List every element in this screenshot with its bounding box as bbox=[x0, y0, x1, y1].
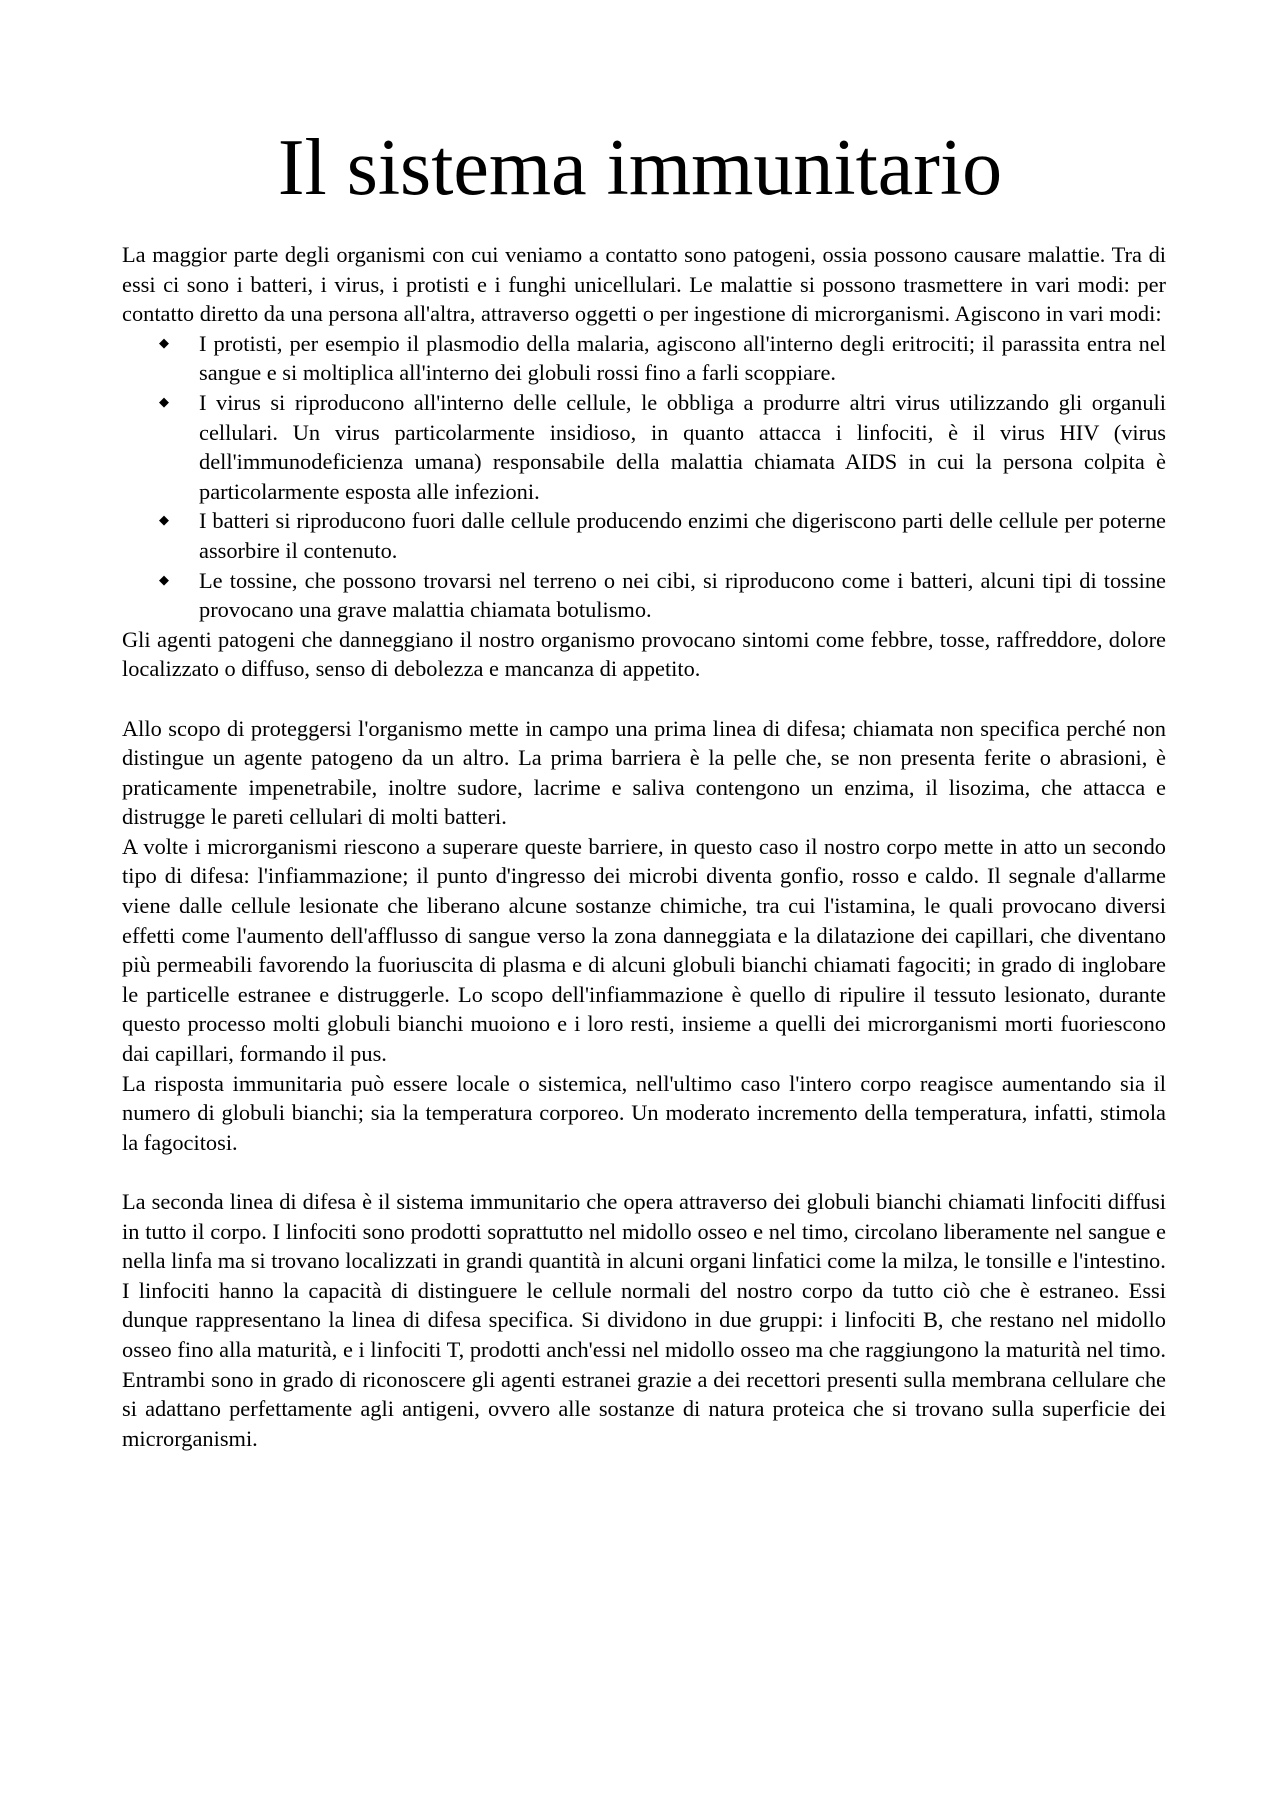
immune-response-paragraph: La risposta immunitaria può essere locale o sistemica, nell'ultimo caso l'intero corpo reagisce aumentando sia il numero di globuli bianchi; sia la temperatura corporeo. Un moderato incremento della temperatura, infatti, stimola la fagocitosi. bbox=[122, 1070, 1166, 1155]
list-item: ◆ I batteri si riproducono fuori dalle cellule producendo enzimi che digeriscono parti delle cellule per poterne assorbire il contenuto. bbox=[199, 506, 1166, 565]
symptoms-paragraph: Gli agenti patogeni che danneggiano il nostro organismo provocano sintomi come febbre, tosse, raffreddore, dolore localizzato o diffuso, senso di debolezza e mancanza di appetito. bbox=[122, 626, 1166, 682]
first-defense-paragraph: Allo scopo di proteggersi l'organismo mette in campo una prima linea di difesa; chiamata non specifica perché non distingue un agente patogeno da un altro. La prima barriera è la pelle che, se non presenta ferite o abrasioni, è praticamente impenetrabile, inoltre sudore, lacrime e saliva contengono un enzima, il lisozima, che attacca e distrugge le pareti cellulari di molti batteri. bbox=[122, 715, 1166, 830]
intro-paragraph: La maggior parte degli organismi con cui veniamo a contatto sono patogeni, ossia possono causare malattie. Tra di essi ci sono i batteri, i virus, i protisti e i funghi unicellulari. Le malattie si possono trasmettere in vari modi: per contatto diretto da una persona all'altra, attraverso oggetti o per ingestione di microrganismi. Agiscono in vari modi: bbox=[122, 242, 1166, 327]
list-item: ◆ I protisti, per esempio il plasmodio della malaria, agiscono all'interno degli eritrociti; il parassita entra nel sangue e si moltiplica all'interno dei globuli rossi fino a farli scoppiare. bbox=[199, 329, 1166, 388]
page-title: Il sistema immunitario bbox=[277, 124, 1003, 212]
lymphocytes-paragraph: I linfociti hanno la capacità di distinguere le cellule normali del nostro corpo da tutto ciò che è estraneo. Essi dunque rappresentano la linea di difesa specifica. Si dividono in due gruppi: i linfociti B, che restano nel midollo osseo fino alla maturità, e i linfociti T, prodotti anch'essi nel midollo osseo ma che raggiungono la maturità nel timo. Entrambi sono in grado di riconoscere gli agenti estranei grazie a dei recettori presenti sulla membrana cellulare che si adattano perfettamente agli antigeni, ovvero alle sostanze di natura proteica che si trovano sulla superficie dei microrganismi. bbox=[122, 1277, 1166, 1451]
inflammation-paragraph: A volte i microrganismi riescono a superare queste barriere, in questo caso il nostro corpo mette in atto un secondo tipo di difesa: l'infiammazione; il punto d'ingresso dei microbi diventa gonfio, rosso e caldo. Il segnale d'allarme viene dalle cellule lesionate che liberano alcune sostanze chimiche, tra cui l'istamina, le quali provocano diversi effetti come l'aumento dell'afflusso di sangue verso la zona danneggiata e la dilatazione dei capillari, che diventano più permeabili favorendo la fuoriuscita di plasma e di alcuni globuli bianchi chiamati fagociti; in grado di inglobare le particelle estranee e distruggerle. Lo scopo dell'infiammazione è quello di ripulire il tessuto lesionato, durante questo processo molti globuli bianchi muoiono e i loro resti, insieme a quelli dei microrganismi morti fuoriescono dai capillari, formando il pus. bbox=[122, 833, 1166, 1067]
second-defense-paragraph: La seconda linea di difesa è il sistema immunitario che opera attraverso dei globuli bianchi chiamati linfociti diffusi in tutto il corpo. I linfociti sono prodotti soprattutto nel midollo osseo e nel timo, circolano liberamente nel sangue e nella linfa ma si trovano localizzati in grandi quantità in alcuni organi linfatici come la milza, le tonsille e l'intestino. bbox=[122, 1189, 1166, 1274]
list-item: ◆ Le tossine, che possono trovarsi nel terreno o nei cibi, si riproducono come i batteri, alcuni tipi di tossine provocano una grave malattia chiamata botulismo. bbox=[199, 566, 1166, 625]
pathogen-list bbox=[122, 329, 1166, 625]
list-item: ◆ I virus si riproducono all'interno delle cellule, le obbliga a produrre altri virus utilizzando gli organuli cellulari. Un virus particolarmente insidioso, in quanto attacca i linfociti, è il virus HIV (virus dell'immunodeficienza umana) responsabile della malattia chiamata AIDS in cui la persona colpita è particolarmente esposta alle infezioni. bbox=[199, 388, 1166, 506]
document-body bbox=[122, 240, 1166, 1453]
